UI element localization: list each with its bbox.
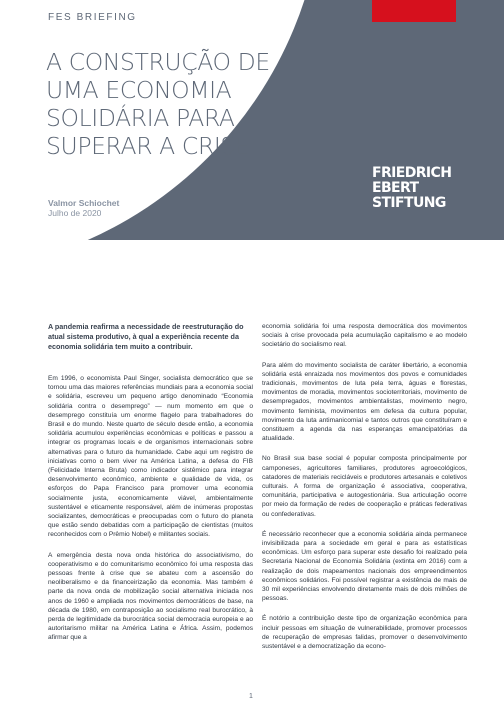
logo-line-friedrich: FRIEDRICH [372, 165, 452, 181]
title-line: SUPERAR A CRISE [46, 132, 250, 160]
document-title [46, 48, 346, 160]
author-name: Valmor Schiochet [48, 198, 120, 208]
series-label: FES BRIEFING [48, 12, 137, 23]
title-line: A CONSTRUÇÃO DE [46, 48, 270, 76]
body-paragraph: É notório a contribuição deste tipo de organização econômica para incluir pessoas em situação de vulnerabilidade, promover processos de recuperação de empresas falidas, promover o desenvolvimento sustentável e a democratização da econo- [262, 615, 467, 651]
right-column [262, 322, 467, 662]
body-paragraph: A emergência desta nova onda histórica do associativismo, do cooperativismo e do comunitarismo econômico foi uma resposta das pessoas frente à crise que se abateu com a ascensão do neoliberalismo e da financeirização da economia. Mas também é parte da nova onda de mobilização social alternativa iniciada nos anos de 1960 e ampliada nos movimentos democráticos de base, na década de 1980, em contraposição ao socialismo real burocrático, à perda de legitimidade da burocrática social democracia europeia e ao autoritarismo militar na América Latina e África. Assim, podemos afirmar que a [48, 551, 253, 642]
publication-date: Julho de 2020 [48, 208, 102, 218]
body-paragraph: Para além do movimento socialista de caráter libertário, a economia solidária está enraizada nos movimentos dos povos e comunidades tradicionais, movimentos de luta pela terra, águas e florestas, movimentos de moradia, movimentos socioterritoriais, movimento de desempregados, movimentos ambientalistas, movimento negro, movimento feminista, movimentos em defesa da cultura popular, movimento da luta antimanicomial e tantos outros que constituíram e constituem a agenda da nas esperanças emancipatórias da atualidade. [262, 361, 467, 443]
body-paragraph: Em 1996, o economista Paul Singer, socialista democrático que se tornou uma das maiores referências mundiais para a economia social e solidária, escreveu um pequeno artigo denominado “Economia solidária contra o desemprego” — num momento em que o desemprego constituía um enorme flagelo para trabalhadores do Brasil e do mundo. Neste quarto de século desde então, a economia solidária acumulou experiências econômicas e políticas e passou a integrar os programas locais e de organismos internacionais sobre alternativas para o futuro da humanidade. Cabe aqui um registro de iniciativas como o bem viver na América Latina, a defesa do FIB (Felicidade Interna Bruta) como indicador sistêmico para integrar desenvolvimento econômico, ambiente e qualidade de vida, os esforços do Papa Francisco para promover uma economia socialmente justa, economicamente viável, ambientalmente sustentável e eticamente responsável, além de inúmeras propostas socializantes, democráticas e preocupadas com o futuro do planeta que estão sendo debatidas com a participação de cientistas (muitos reconhecidos com o Prêmio Nobel) e militantes sociais. [48, 375, 253, 539]
logo-line-stiftung: STIFTUNG [372, 195, 446, 211]
title-line: SOLIDÁRIA PARA [46, 104, 235, 132]
lead-paragraph: A pandemia reafirma a necessidade de reestruturação do atual sistema produtivo, à qual a experiência recente da economia solidária tem muito a contribuir. [48, 322, 244, 351]
body-paragraph: economia solidária foi uma resposta democrática dos movimentos sociais à crise provocada pela acumulação capitalismo e ao modelo societário do socialismo real. [262, 323, 467, 349]
body-paragraph: No Brasil sua base social é popular composta principalmente por camponeses, agricultores familiares, produtores agroecológicos, catadores de materiais recicláveis e produtores artesanais e coletivos culturais. A forma de organização é associativa, cooperativa, comunitária, participativa e autogestionária. Sua articulação ocorre por meio da formação de redes de cooperação e práticas federativas ou confederativas. [262, 455, 467, 518]
accent-bar [372, 0, 456, 22]
body-paragraph: É necessário reconhecer que a economia solidária ainda permanece invisibilizada para a sociedade em geral e para as estatísticas econômicas. Um esforço para superar este desafio foi realizado pela Secretaria Nacional de Economia Solidária (extinta em 2016) com a realização de dois mapeamentos nacionais dos empreendimentos econômicos solidários. Foi possível registrar a existência de mais de 30 mil experiências envolvendo diretamente mais de dois milhões de pessoas. [262, 530, 467, 603]
title-line: UMA ECONOMIA [46, 76, 232, 104]
page-number: 1 [249, 693, 253, 700]
logo-line-ebert: EBERT [372, 180, 419, 196]
fes-logo [372, 166, 468, 211]
left-column [48, 322, 253, 654]
